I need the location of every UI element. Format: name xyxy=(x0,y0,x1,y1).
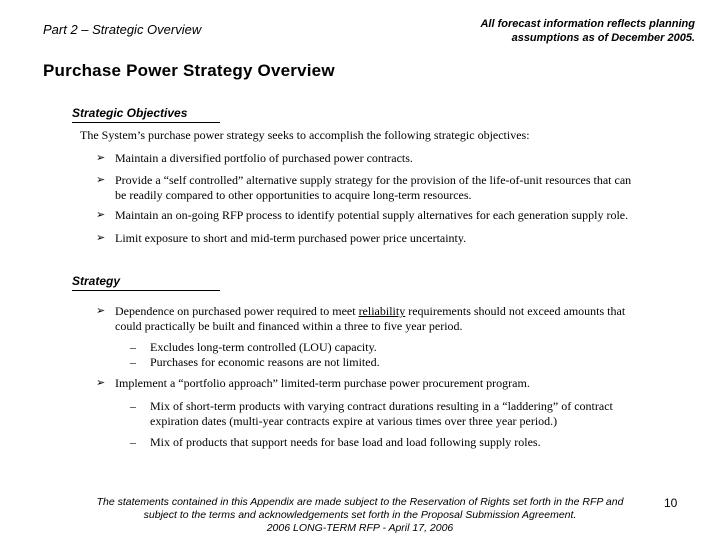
objective-item: Limit exposure to short and mid-term purchased power price uncertainty. xyxy=(115,231,467,245)
reliability-link[interactable]: reliability xyxy=(358,304,406,318)
dash-icon: – xyxy=(130,355,136,369)
dash-icon: – xyxy=(130,399,136,413)
footer-disclaimer xyxy=(70,496,650,535)
forecast-note xyxy=(480,17,695,45)
strategy-subitem: Purchases for economic reasons are not limited. xyxy=(150,355,380,369)
bullet-icon: ➢ xyxy=(96,377,106,389)
objective-item: Maintain an on-going RFP process to identify potential supply alternatives for each generation supply role. xyxy=(115,208,629,222)
objective-item: Provide a “self controlled” alternative supply strategy for the provision of the life-of-unit resources that can be readily compared to other opportunities to acquire long-term resources. xyxy=(115,173,632,202)
objective-item: Maintain a diversified portfolio of purchased power contracts. xyxy=(115,151,413,165)
bullet-icon: ➢ xyxy=(96,305,106,317)
page-title: Purchase Power Strategy Overview xyxy=(43,61,335,80)
strategy-heading: Strategy xyxy=(72,274,220,291)
objectives-heading: Strategic Objectives xyxy=(72,106,220,123)
forecast-note-line: All forecast information reflects planning xyxy=(480,18,695,30)
strategy-item xyxy=(115,304,635,334)
dash-icon: – xyxy=(130,340,136,354)
bullet-icon: ➢ xyxy=(96,209,106,221)
objectives-intro: The System’s purchase power strategy seeks to accomplish the following strategic objectives: xyxy=(80,128,530,142)
footer-line: 2006 LONG-TERM RFP - April 17, 2006 xyxy=(266,522,454,534)
strategy-subitem: Excludes long-term controlled (LOU) capacity. xyxy=(150,340,377,354)
strategy-subitem: Mix of short-term products with varying contract durations resulting in a “laddering” of contract expiration dates (multi-year contracts expire at various times over three year period.) xyxy=(150,399,613,428)
bullet-icon: ➢ xyxy=(96,152,106,164)
bullet-icon: ➢ xyxy=(96,174,106,186)
page-number: 10 xyxy=(664,496,678,510)
footer-line: subject to the terms and acknowledgements set forth in the Proposal Submission Agreement. xyxy=(143,509,577,521)
strategy-text: Dependence on purchased power required to meet xyxy=(115,304,359,318)
forecast-note-line: assumptions as of December 2005. xyxy=(511,32,695,44)
strategy-text: requirements should not exceed amounts that could practically be built and financed within a three to five year period. xyxy=(115,304,626,333)
strategy-subitem: Mix of products that support needs for base load and load following supply roles. xyxy=(150,435,541,449)
dash-icon: – xyxy=(130,435,136,449)
footer-line: The statements contained in this Appendix are made subject to the Reservation of Rights set forth in the RFP and xyxy=(96,496,624,508)
bullet-icon: ➢ xyxy=(96,232,106,244)
section-header: Part 2 – Strategic Overview xyxy=(43,22,202,37)
strategy-item: Implement a “portfolio approach” limited-term purchase power procurement program. xyxy=(115,376,530,390)
